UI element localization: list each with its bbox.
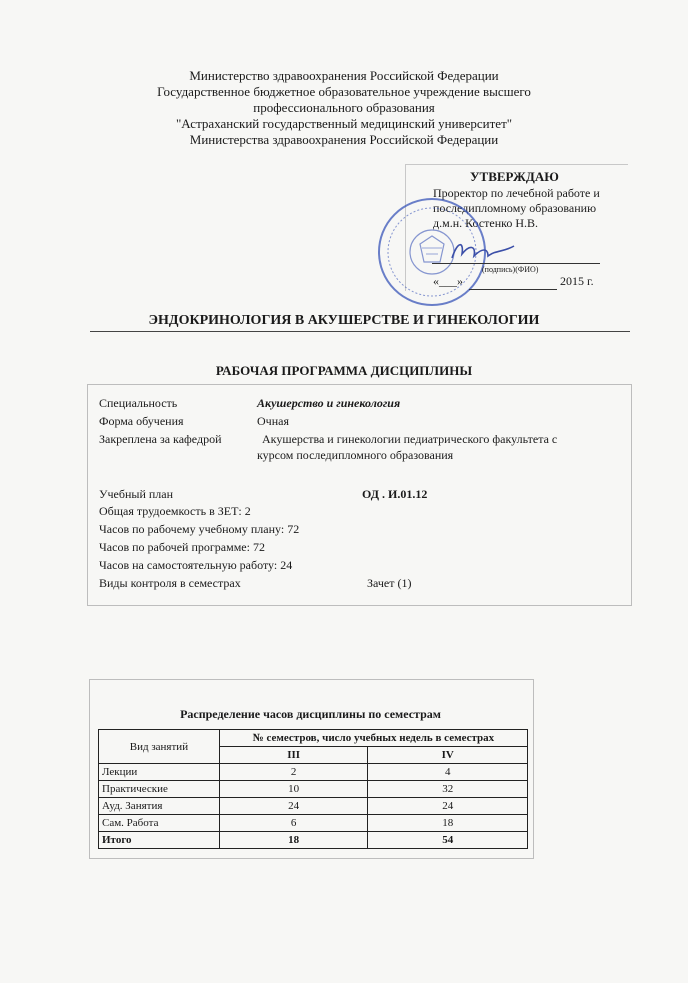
row-value-iv: 4	[368, 764, 528, 781]
row-value-iv: 32	[368, 781, 528, 798]
row-label: Ауд. Занятия	[99, 798, 220, 815]
approval-title: УТВЕРЖДАЮ	[470, 169, 559, 184]
row-value-iii: 24	[219, 798, 368, 815]
semester-header-iv: IV	[368, 747, 528, 764]
curriculum-label: Учебный план	[99, 487, 174, 501]
row-label: Лекции	[99, 764, 220, 781]
ministry-line: Министерство здравоохранения Российской Федерации	[189, 68, 499, 83]
row-value-iv: 18	[368, 815, 528, 832]
approval-date-year: 2015 г.	[560, 274, 594, 288]
row-value-iii: 2	[219, 764, 368, 781]
date-underline	[469, 289, 557, 290]
table-row	[99, 764, 528, 781]
self-study-hours: Часов на самостоятельную работу: 24	[99, 558, 293, 572]
total-value-iii: 18	[219, 832, 368, 849]
approval-position-line-2: последипломному образованию	[433, 201, 597, 215]
row-value-iii: 6	[219, 815, 368, 832]
signature-line	[432, 263, 600, 264]
curriculum-value: ОД . И.01.12	[362, 487, 428, 501]
department-value-line2: курсом последипломного образования	[257, 448, 454, 462]
study-form-label: Форма обучения	[99, 414, 184, 428]
specialty-label: Специальность	[99, 396, 178, 410]
row-label-total: Итого	[99, 832, 220, 849]
table-row-total	[99, 832, 528, 849]
department-value-line1: Акушерства и гинекологии педиатрического факультета с	[262, 432, 558, 446]
control-types-value: Зачет (1)	[367, 576, 412, 590]
approval-position-line: Проректор по лечебной работе и	[433, 186, 600, 200]
university-name-line: "Астраханский государственный медицинский университет"	[175, 116, 513, 131]
signature-icon	[448, 238, 518, 264]
study-form-value: Очная	[257, 414, 289, 428]
table-row	[99, 781, 528, 798]
row-label: Практические	[99, 781, 220, 798]
hours-by-plan: Часов по рабочему учебному плану: 72	[99, 522, 300, 536]
approval-person: д.м.н. Костенко Н.В.	[433, 216, 539, 230]
specialty-value: Акушерство и гинекология	[257, 396, 401, 410]
education-line: профессионального образования	[253, 100, 435, 115]
title-rule	[90, 331, 630, 332]
approval-date-prefix: «___»	[433, 274, 463, 288]
semesters-column-header: № семестров, число учебных недель в семестрах	[219, 730, 527, 747]
hours-table	[98, 729, 528, 849]
hours-distribution-title: Распределение часов дисциплины по семестрам	[180, 707, 441, 721]
discipline-title: ЭНДОКРИНОЛОГИЯ В АКУШЕРСТВЕ И ГИНЕКОЛОГИИ	[148, 313, 540, 328]
department-label: Закреплена за кафедрой	[99, 432, 222, 446]
signature-caption: (подпись)(ФИО)	[482, 265, 539, 274]
hours-by-program: Часов по рабочей программе: 72	[99, 540, 265, 554]
control-types-label: Виды контроля в семестрах	[99, 576, 241, 590]
program-title: РАБОЧАЯ ПРОГРАММА ДИСЦИПЛИНЫ	[215, 363, 473, 378]
table-row	[99, 815, 528, 832]
ministry-affiliation-line: Министерства здравоохранения Российской Федерации	[189, 132, 499, 147]
zet-credits: Общая трудоемкость в ЗЕТ: 2	[99, 504, 251, 518]
activity-column-header: Вид занятий	[99, 730, 220, 764]
row-value-iii: 10	[219, 781, 368, 798]
table-row	[99, 798, 528, 815]
row-value-iv: 24	[368, 798, 528, 815]
row-label: Сам. Работа	[99, 815, 220, 832]
institution-type-line: Государственное бюджетное образовательное учреждение высшего	[157, 84, 531, 99]
total-value-iv: 54	[368, 832, 528, 849]
semester-header-iii: III	[219, 747, 368, 764]
